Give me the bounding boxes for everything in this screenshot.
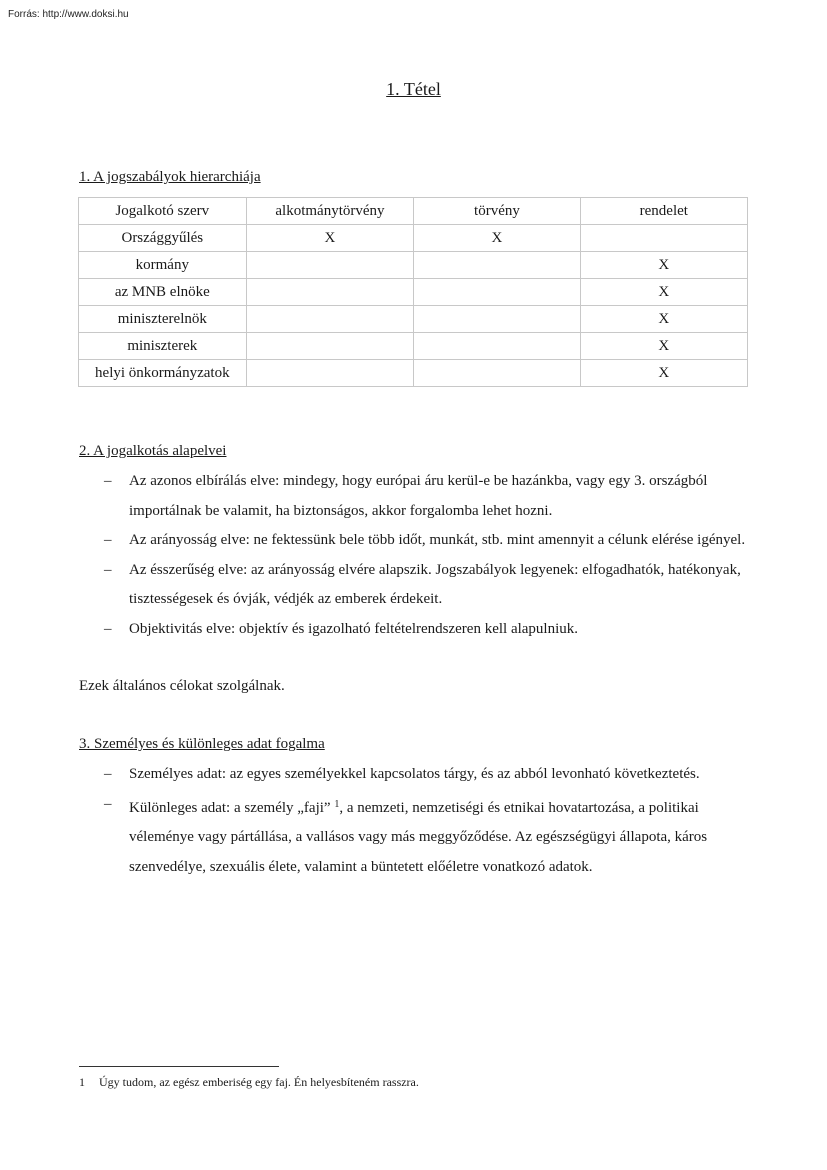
table-cell: X <box>580 333 747 360</box>
bullet-dash: – <box>104 620 112 637</box>
table-cell <box>246 279 414 306</box>
table-cell <box>414 279 580 306</box>
principles-list <box>79 467 759 644</box>
table-cell: Országgyűlés <box>79 225 247 252</box>
table-cell: kormány <box>79 252 247 279</box>
table-cell: X <box>580 306 747 333</box>
section-3-heading: 3. Személyes és különleges adat fogalma <box>79 736 325 752</box>
table-cell: X <box>246 225 414 252</box>
table-cell: X <box>414 225 580 252</box>
table-cell <box>246 360 414 387</box>
bullet-dash: – <box>104 561 112 578</box>
table-cell: az MNB elnöke <box>79 279 247 306</box>
section-2-closing: Ezek általános célokat szolgálnak. <box>79 678 285 694</box>
header-cell: törvény <box>414 198 580 225</box>
table-cell <box>580 225 747 252</box>
table-row <box>79 279 748 306</box>
table-cell <box>414 333 580 360</box>
header-cell: alkotmánytörvény <box>246 198 414 225</box>
table-row <box>79 306 748 333</box>
list-item-text: Személyes adat: az egyes személyekkel kapcsolatos tárgy, és az abból levonható következtetés. <box>129 766 700 782</box>
source-line: Forrás: http://www.doksi.hu <box>8 9 129 20</box>
list-item <box>79 556 759 615</box>
header-cell: rendelet <box>580 198 747 225</box>
table-cell <box>414 360 580 387</box>
table-cell <box>414 306 580 333</box>
bullet-dash: – <box>104 532 112 548</box>
list-item-text-start: Különleges adat: a személy „faji” <box>129 799 335 816</box>
footnote <box>79 1075 419 1090</box>
hierarchy-table <box>78 197 748 387</box>
table-cell: helyi önkormányzatok <box>79 360 247 387</box>
list-item <box>79 760 759 790</box>
list-item-text: Az ésszerűség elve: az arányosság elvére alapszik. Jogszabályok legyenek: elfogadhatók, hatékonyak, tisztességesek és óvják, védjék az emberek érdekeit. <box>129 561 741 607</box>
table-cell: miniszterelnök <box>79 306 247 333</box>
table-cell <box>414 252 580 279</box>
table-cell: X <box>580 360 747 387</box>
bullet-dash: – <box>104 473 112 489</box>
list-item-text-end: , a nemzeti, nemzetiségi és etnikai hovatartozása, a politikai véleménye vagy pártállása, a vallásos vagy más meggyőződése. Az egészségügyi állapota, káros szenvedélye, szexuális élete, valamint a büntetett előéletre vonatkozó adatok. <box>129 799 708 875</box>
section-1-heading: 1. A jogszabályok hierarchiája <box>79 169 261 185</box>
data-definitions-list <box>79 760 759 882</box>
table-row <box>79 360 748 387</box>
table-cell <box>246 252 414 279</box>
table-row <box>79 252 748 279</box>
bullet-dash: – <box>104 766 112 782</box>
footnote-divider <box>79 1066 279 1067</box>
table-cell <box>246 306 414 333</box>
list-item-text: Az arányosság elve: ne fektessünk bele több időt, munkát, stb. mint amennyit a célunk elérése igényel. <box>129 532 746 548</box>
footnote-reference[interactable]: 1 <box>334 798 340 810</box>
table-row <box>79 225 748 252</box>
list-item <box>79 615 759 645</box>
page-title: 1. Tétel <box>386 79 441 99</box>
table-header-row <box>79 198 748 225</box>
list-item <box>79 526 759 556</box>
list-item-text: Az azonos elbírálás elve: mindegy, hogy európai áru kerül-e be hazánkba, vagy egy 3. országból importálnak be valamit, ha biztonságos, akkor forgalomba lehet hozni. <box>129 473 708 519</box>
footnote-number: 1 <box>79 1075 85 1089</box>
table-cell: miniszterek <box>79 333 247 360</box>
footnote-text: Úgy tudom, az egész emberiség egy faj. Én helyesbíteném rasszra. <box>99 1075 419 1089</box>
table-cell <box>246 333 414 360</box>
list-item <box>79 790 759 883</box>
header-cell: Jogalkotó szerv <box>79 198 247 225</box>
table-cell: X <box>580 252 747 279</box>
list-item-text: Objektivitás elve: objektív és igazolható feltételrendszeren kell alapulniuk. <box>129 620 579 637</box>
table-cell: X <box>580 279 747 306</box>
table-row <box>79 333 748 360</box>
bullet-dash: – <box>104 795 112 812</box>
section-2-heading: 2. A jogalkotás alapelvei <box>79 443 227 459</box>
list-item <box>79 467 759 526</box>
